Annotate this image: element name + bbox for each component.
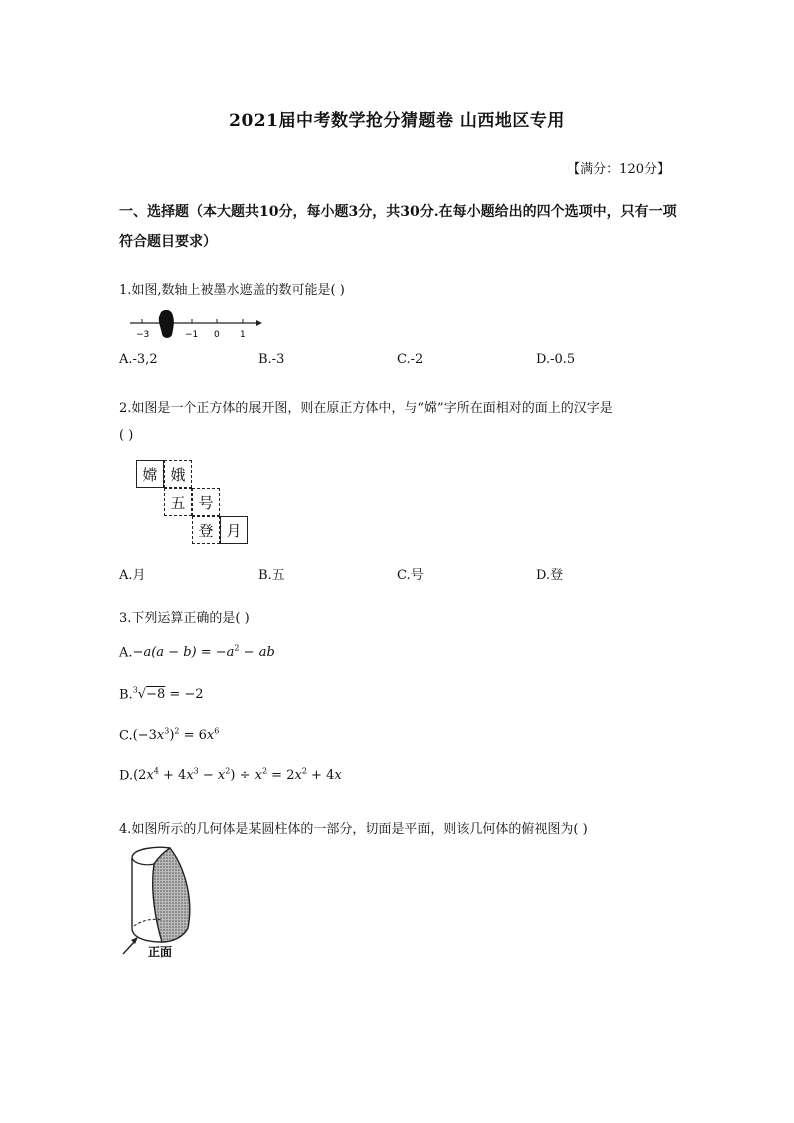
formula-a: $-a(a - b) = -a^2$ − ab — [132, 644, 275, 661]
option-label: D. — [119, 768, 134, 784]
formula-d: $(2x^4 + 4x^3 - x^2) \div x^2 = 2x^2 + 4x$ — [133, 767, 342, 784]
q2-option-c: C.号 — [397, 568, 424, 583]
option-label: A. — [119, 645, 133, 661]
q1-stem: 1.如图,数轴上被墨水遮盖的数可能是( ) — [119, 283, 345, 298]
formula-b: $^3$√−8 = −2 — [132, 686, 204, 703]
q2-stem-line2: ( ) — [119, 428, 134, 443]
q3-option-b — [119, 686, 204, 702]
q1-option-d: D.-0.5 — [536, 352, 576, 367]
q3-option-a — [119, 644, 275, 660]
section-heading: 一、选择题（本大题共10分，每小题3分，共30分.在每小题给出的四个选项中，只有一项符合题目要求） — [119, 204, 677, 250]
option-label: C. — [119, 728, 133, 744]
q1-option-b: B.-3 — [258, 352, 285, 367]
q4-stem: 4.如图所示的几何体是某圆柱体的一部分，切面是平面，则该几何体的俯视图为( ) — [119, 822, 588, 837]
net-face: 号 — [192, 488, 220, 516]
option-label: B. — [119, 687, 133, 703]
net-face: 嫦 — [136, 460, 164, 488]
net-face: 登 — [192, 516, 220, 544]
tick-label: −1 — [185, 330, 199, 340]
q2-option-b: B.五 — [258, 568, 285, 583]
number-line-figure — [128, 308, 264, 344]
front-label: 正面 — [148, 945, 173, 959]
q3-stem: 3.下列运算正确的是( ) — [119, 611, 250, 626]
tick-label: 0 — [214, 330, 220, 340]
q1-option-c: C.-2 — [397, 352, 424, 367]
page-title: 2021届中考数学抢分猜题卷 山西地区专用 — [229, 111, 565, 131]
tick-label: −3 — [136, 330, 150, 340]
cylinder-part-figure — [118, 842, 198, 960]
formula-c: $(-3x^3)^2 = 6x^6$ — [132, 727, 220, 744]
q2-stem-line1: 2.如图是一个正方体的展开图，则在原正方体中，与“嫦”字所在面相对的面上的汉字是 — [119, 401, 613, 416]
net-face: 五 — [164, 488, 192, 516]
net-face: 娥 — [164, 460, 192, 488]
net-face: 月 — [220, 516, 248, 544]
full-score: 【满分：120分】 — [567, 162, 670, 177]
cube-net-figure — [136, 460, 252, 546]
q1-option-a: A.-3,2 — [119, 352, 158, 367]
q3-option-c — [119, 727, 219, 743]
tick-label: 1 — [240, 330, 246, 340]
q2-option-d: D.登 — [536, 568, 564, 583]
q3-option-d — [119, 767, 342, 783]
q2-option-a: A.月 — [119, 568, 146, 583]
ink-blot — [159, 310, 174, 338]
